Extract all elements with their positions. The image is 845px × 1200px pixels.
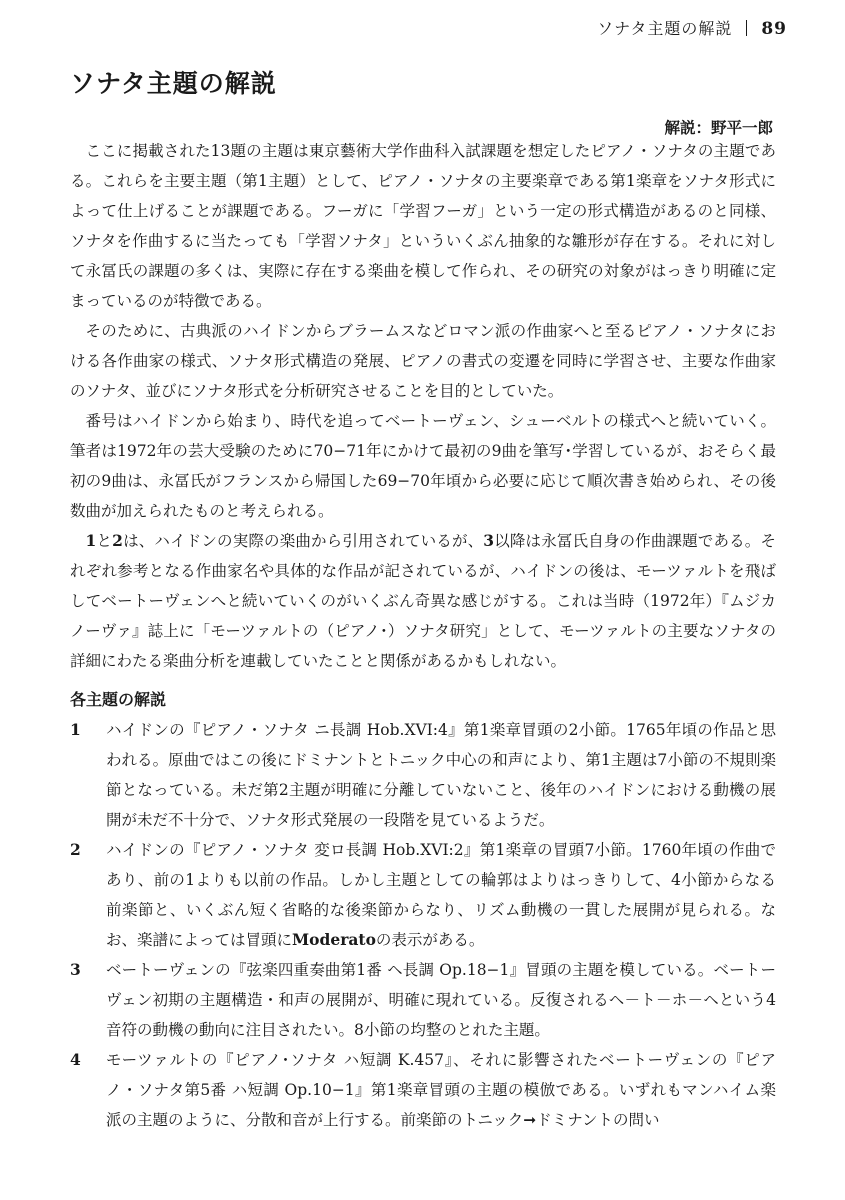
- theme-description: [106, 835, 776, 955]
- theme-ref-number: 3: [483, 531, 495, 550]
- page-title: ソナタ主題の解説: [70, 69, 277, 98]
- section-heading: 各主題の解説: [70, 690, 167, 709]
- theme-text: の表示がある。: [375, 931, 485, 949]
- running-head-title: ソナタ主題の解説: [597, 19, 733, 38]
- para-text: と: [96, 532, 113, 550]
- para-text: 以降は永冨氏自身の作曲課題である。それぞれ参考となる作曲家名や具体的な作品が記されているが、ハイドンの後は、モーツァルトを飛ばしてベートーヴェンへと続いていくのがいくぶん奇異な感じがする。これは当時（1972年）『ムジカノーヴァ』誌上に「モーツァルトの（ピアノ･）ソナタ研究」として、モーツァルトの主要なソナタの詳細にわたる楽曲分析を連載していたことと関係があるかもしれない。: [70, 532, 776, 670]
- intro-paragraph: [70, 526, 776, 676]
- theme-item: [70, 715, 776, 835]
- tempo-marking: Moderato: [292, 930, 376, 949]
- theme-item: [70, 1045, 776, 1135]
- page-number: 89: [761, 19, 787, 39]
- author-credit: 解説：野平一郎: [664, 119, 773, 137]
- intro-paragraph: そのために、古典派のハイドンからブラームスなどロマン派の作曲家へと至るピアノ・ソナタにおける各作曲家の様式、ソナタ形式構造の発展、ピアノの書式の変遷を同時に学習させ、主要な作曲家のソナタ、並びにソナタ形式を分析研究させることを目的としていた。: [70, 322, 776, 400]
- theme-number: 2: [70, 840, 81, 859]
- theme-description: ベートーヴェンの『弦楽四重奏曲第1番 ヘ長調 Op.18−1』冒頭の主題を模している。ベートーヴェン初期の主題構造・和声の展開が、明確に現れている。反復されるヘ－ト－ホ－ヘという4音符の動機の動向に注目されたい。8小節の均整のとれた主題。: [106, 961, 776, 1039]
- para-text: は、ハイドンの実際の楽曲から引用されているが、: [122, 532, 484, 550]
- theme-item: [70, 955, 776, 1045]
- theme-item: [70, 835, 776, 955]
- theme-ref-number: 1: [85, 531, 97, 550]
- theme-description: モーツァルトの『ピアノ･ソナタ ハ短調 K.457』、それに影響されたベートーヴェンの『ピアノ・ソナタ第5番 ハ短調 Op.10−1』第1楽章冒頭の主題の模倣である。いずれもマンハイム楽派の主題のように、分散和音が上行する。前楽節のトニック➞ドミナントの問い: [106, 1051, 776, 1129]
- theme-description: ハイドンの『ピアノ・ソナタ ニ長調 Hob.XVI:4』第1楽章冒頭の2小節。1765年頃の作品と思われる。原曲ではこの後にドミナントとトニック中心の和声により、第1主題は7小節の不規則楽節となっている。未だ第2主題が明確に分離していないこと、後年のハイドンにおける動機の展開が未だ不十分で、ソナタ形式発展の一段階を見ているようだ。: [106, 721, 776, 829]
- theme-ref-number: 2: [112, 531, 123, 550]
- theme-list: [70, 715, 776, 1135]
- theme-text: ハイドンの『ピアノ・ソナタ 変ロ長調 Hob.XVI:2』第1楽章の冒頭7小節。1760年頃の作曲であり、前の1よりも以前の作品。しかし主題としての輪郭はよりはっきりして、4小節からなる前楽節と、いくぶん短く省略的な後楽節からなり、リズム動機の一貫した展開が見られる。なお、楽譜によっては冒頭に: [106, 841, 776, 949]
- intro-paragraph: 番号はハイドンから始まり、時代を追ってベートーヴェン、シューベルトの様式へと続いていく。筆者は1972年の芸大受験のために70−71年にかけて最初の9曲を筆写･学習しているが、おそらく最初の9曲は、永冨氏がフランスから帰国した69−70年頃から必要に応じて順次書き始められ、その後数曲が加えられたものと考えられる。: [70, 412, 776, 520]
- theme-number: 4: [70, 1050, 81, 1069]
- running-head-separator: [746, 20, 747, 36]
- theme-number: 1: [70, 720, 81, 739]
- theme-number: 3: [70, 960, 81, 979]
- intro-paragraph: ここに掲載された13題の主題は東京藝術大学作曲科入試課題を想定したピアノ・ソナタの主題である。これらを主要主題（第1主題）として、ピアノ・ソナタの主要楽章である第1楽章をソナタ形式によって仕上げることが課題である。フーガに「学習フーガ」という一定の形式構造があるのと同様、ソナタを作曲するに当たっても「学習ソナタ」といういくぶん抽象的な雛形が存在する。それに対して永冨氏の課題の多くは、実際に存在する楽曲を模して作られ、その研究の対象がはっきり明確に定まっているのが特徴である。: [70, 142, 776, 310]
- running-head: [597, 16, 787, 39]
- intro-text: [70, 136, 776, 676]
